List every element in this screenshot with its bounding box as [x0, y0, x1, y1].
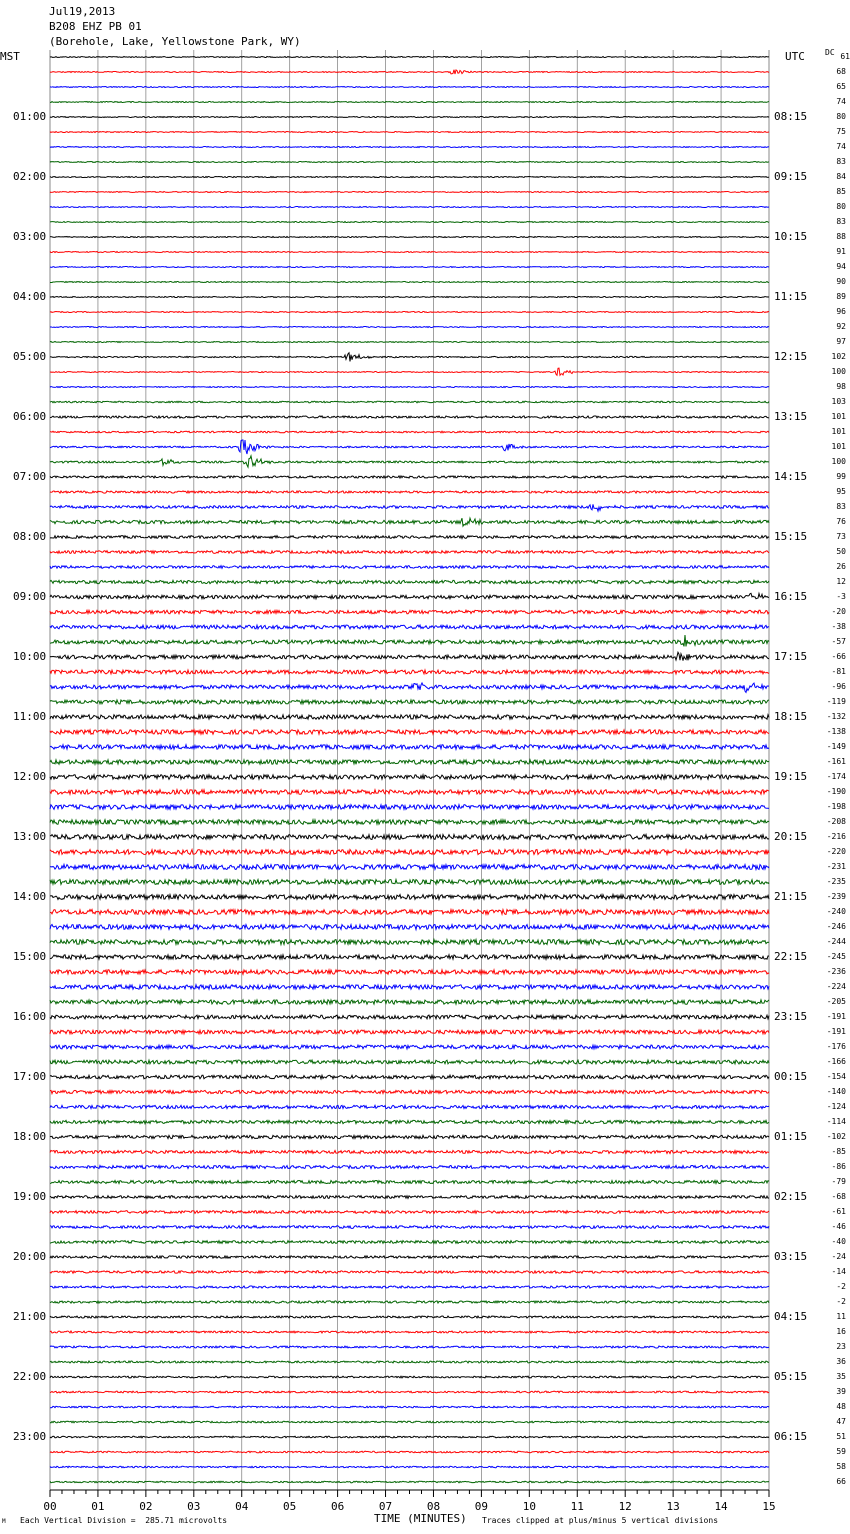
trace-2	[50, 87, 769, 88]
right-hour-label: 04:15	[774, 1310, 808, 1323]
clip-note: Traces clipped at plus/minus 5 vertical divisions	[482, 1516, 719, 1525]
trace-6	[50, 147, 769, 148]
dc-offset-label: 35	[836, 1372, 846, 1381]
dc-offset-label: 50	[836, 547, 846, 556]
dc-offset-label: -124	[826, 1102, 846, 1111]
trace-28	[50, 476, 769, 478]
left-hour-label: 22:00	[13, 1370, 47, 1383]
trace-39	[50, 635, 769, 646]
seismic-traces	[50, 57, 769, 1483]
x-tick-label: 04	[235, 1500, 249, 1513]
trace-86	[50, 1346, 769, 1348]
header-station: B208 EHZ PB 01	[49, 20, 142, 33]
dc-offset-label: -154	[826, 1072, 846, 1081]
trace-93	[50, 1451, 769, 1453]
trace-18	[50, 327, 769, 328]
trace-23	[50, 401, 769, 403]
trace-65	[50, 1030, 769, 1034]
dc-offset-label: 92	[836, 322, 846, 331]
dc-offset-label: 102	[831, 352, 846, 361]
dc-offset-label: 51	[836, 1432, 846, 1441]
trace-71	[50, 1120, 769, 1123]
dc-offset-label: 103	[831, 397, 846, 406]
dc-offset-label: -191	[826, 1027, 846, 1036]
dc-offset-label: -132	[826, 712, 846, 721]
trace-44	[50, 715, 769, 719]
dc-offset-label: 88	[836, 232, 846, 241]
right-hour-label: 18:15	[774, 710, 808, 723]
trace-94	[50, 1466, 769, 1468]
dc-offset-label: -102	[826, 1132, 846, 1141]
trace-89	[50, 1391, 769, 1393]
trace-91	[50, 1421, 769, 1423]
trace-29	[50, 491, 769, 493]
left-hour-label: 07:00	[13, 470, 47, 483]
trace-83	[50, 1301, 769, 1303]
dc-offset-label: 59	[836, 1447, 846, 1456]
x-tick-label: 15	[762, 1500, 776, 1513]
dc-offset-label: 100	[831, 367, 846, 376]
right-hour-label: 19:15	[774, 770, 808, 783]
dc-offset-label: -61	[831, 1207, 846, 1216]
trace-49	[50, 790, 769, 795]
trace-15	[50, 282, 769, 283]
left-hour-label: 01:00	[13, 110, 47, 123]
trace-70	[50, 1105, 769, 1108]
trace-57	[50, 910, 769, 915]
dc-offset-label: 58	[836, 1462, 846, 1471]
trace-74	[50, 1166, 769, 1169]
dc-offset-label: 96	[836, 307, 846, 316]
left-hour-label: 14:00	[13, 890, 47, 903]
left-hour-label: 13:00	[13, 830, 47, 843]
trace-27	[50, 456, 769, 467]
trace-11	[50, 222, 769, 223]
trace-54	[50, 865, 769, 870]
dc-offset-label: -68	[831, 1192, 846, 1201]
trace-90	[50, 1406, 769, 1408]
dc-offset-label: 23	[836, 1342, 846, 1351]
dc-offset-label: 47	[836, 1417, 846, 1426]
left-hour-label: 10:00	[13, 650, 47, 663]
scale-note: Each Vertical Division = 285.71 microvolts	[20, 1516, 228, 1525]
dc-offset-label: -216	[826, 832, 846, 841]
trace-12	[50, 237, 769, 238]
dc-offset-label: -236	[826, 967, 846, 976]
trace-73	[50, 1151, 769, 1154]
dc-offset-label: -46	[831, 1222, 846, 1231]
trace-77	[50, 1211, 769, 1214]
left-hour-label: 03:00	[13, 230, 47, 243]
trace-26	[50, 440, 769, 454]
dc-offset-label: -224	[826, 982, 846, 991]
dc-offset-label: 84	[836, 172, 846, 181]
x-tick-label: 10	[522, 1500, 536, 1513]
dc-offset-label: -81	[831, 667, 846, 676]
trace-14	[50, 267, 769, 268]
dc-offset-label: -3	[836, 592, 846, 601]
left-hour-label: 16:00	[13, 1010, 47, 1023]
dc-offset-label: 80	[836, 112, 846, 121]
dc-offset-label: 76	[836, 517, 846, 526]
x-tick-label: 01	[91, 1500, 105, 1513]
dc-offset-label: -40	[831, 1237, 846, 1246]
dc-offset-label: -244	[826, 937, 846, 946]
right-hour-label: 22:15	[774, 950, 808, 963]
trace-13	[50, 252, 769, 253]
x-tick-label: 08	[426, 1500, 441, 1513]
dc-offset-label: -198	[826, 802, 846, 811]
dc-offset-label: -231	[826, 862, 846, 871]
dc-offset-label: -114	[826, 1117, 846, 1126]
dc-offset-label: 101	[831, 412, 846, 421]
right-hour-label: 14:15	[774, 470, 808, 483]
trace-16	[50, 297, 769, 298]
trace-55	[50, 880, 769, 885]
trace-72	[50, 1135, 769, 1138]
trace-4	[50, 117, 769, 118]
dc-offset-label: -235	[826, 877, 846, 886]
trace-76	[50, 1196, 769, 1199]
dc-offset-label: -38	[831, 622, 846, 631]
dc-offset-label: 85	[836, 187, 846, 196]
trace-0	[50, 57, 769, 58]
dc-offset-label: 26	[836, 562, 846, 571]
x-tick-label: 14	[714, 1500, 728, 1513]
trace-95	[50, 1481, 769, 1483]
trace-47	[50, 760, 769, 764]
left-hour-label: 09:00	[13, 590, 47, 603]
x-tick-label: 02	[139, 1500, 153, 1513]
right-hour-label: 05:15	[774, 1370, 808, 1383]
dc-offset-label: -24	[831, 1252, 846, 1261]
dc-offset-label: -14	[831, 1267, 846, 1276]
header-location: (Borehole, Lake, Yellowstone Park, WY)	[49, 35, 301, 48]
right-hour-label: 15:15	[774, 530, 808, 543]
x-tick-label: 00	[43, 1500, 57, 1513]
left-hour-label: 21:00	[13, 1310, 47, 1323]
trace-56	[50, 895, 769, 900]
dc-offset-label: 83	[836, 502, 846, 511]
trace-19	[50, 342, 769, 343]
trace-21	[50, 368, 769, 375]
trace-33	[50, 551, 769, 554]
right-hour-label: 01:15	[774, 1130, 808, 1143]
trace-68	[50, 1075, 769, 1079]
x-tick-label: 11	[570, 1500, 584, 1513]
right-hour-label: 10:15	[774, 230, 808, 243]
trace-85	[50, 1331, 769, 1333]
trace-46	[50, 745, 769, 749]
dc-offset-label: -138	[826, 727, 846, 736]
dc-offset-label: 94	[836, 262, 846, 271]
trace-69	[50, 1090, 769, 1093]
dc-offset-label: -96	[831, 682, 846, 691]
trace-88	[50, 1376, 769, 1378]
trace-63	[50, 1000, 769, 1004]
dc-offset-label: 83	[836, 217, 846, 226]
dc-offset-label: 12	[836, 577, 846, 586]
dc-offset-label: -176	[826, 1042, 846, 1051]
dc-offset-label: -239	[826, 892, 846, 901]
trace-92	[50, 1436, 769, 1438]
dc-offset-label: 80	[836, 202, 846, 211]
right-hour-label: 08:15	[774, 110, 808, 123]
dc-offset-label: 36	[836, 1357, 846, 1366]
trace-37	[50, 610, 769, 614]
right-hour-label: 21:15	[774, 890, 808, 903]
trace-62	[50, 985, 769, 989]
trace-20	[50, 353, 769, 362]
left-hour-label: 06:00	[13, 410, 47, 423]
dc-offset-label: -246	[826, 922, 846, 931]
dc-offset-label: -245	[826, 952, 846, 961]
dc-offset-label: -174	[826, 772, 846, 781]
trace-22	[50, 387, 769, 388]
dc-offset-label: -140	[826, 1087, 846, 1096]
trace-38	[50, 625, 769, 629]
trace-5	[50, 132, 769, 133]
trace-35	[50, 580, 769, 583]
dc-offset-label: 101	[831, 427, 846, 436]
dc-offset-label: -191	[826, 1012, 846, 1021]
dc-offset-label: -166	[826, 1057, 846, 1066]
dc-offset-label: -149	[826, 742, 846, 751]
dc-offset-label: -240	[826, 907, 846, 916]
right-hour-label: 02:15	[774, 1190, 808, 1203]
left-hour-label: 17:00	[13, 1070, 47, 1083]
dc-offset-label: 74	[836, 142, 846, 151]
dc-offset-label: -86	[831, 1162, 846, 1171]
right-hour-label: 13:15	[774, 410, 808, 423]
left-hour-label: 02:00	[13, 170, 47, 183]
dc-offset-label: 74	[836, 97, 846, 106]
dc-offset-label: 90	[836, 277, 846, 286]
trace-9	[50, 192, 769, 193]
x-tick-label: 13	[666, 1500, 680, 1513]
trace-31	[50, 518, 769, 526]
trace-43	[50, 700, 769, 704]
trace-36	[50, 593, 769, 599]
dc-offset-label: -119	[826, 697, 846, 706]
x-axis	[43, 1490, 775, 1513]
header-date: Jul19,2013	[49, 5, 116, 18]
dc-offset-label: 91	[836, 247, 846, 256]
trace-3	[50, 102, 769, 103]
trace-82	[50, 1286, 769, 1288]
dc-offset-label: -161	[826, 757, 846, 766]
left-hour-label: 23:00	[13, 1430, 47, 1443]
trace-8	[50, 177, 769, 178]
trace-7	[50, 162, 769, 163]
x-axis-title: TIME (MINUTES)	[374, 1512, 467, 1525]
dc-offset-label: 16	[836, 1327, 846, 1336]
dc-offset-label: 101	[831, 442, 846, 451]
dc-offset-label: 73	[836, 532, 846, 541]
dc-offset-label: 39	[836, 1387, 846, 1396]
trace-52	[50, 835, 769, 840]
trace-87	[50, 1361, 769, 1363]
dc-offset-label: 83	[836, 157, 846, 166]
x-tick-label: 06	[330, 1500, 345, 1513]
dc-offset-label: 100	[831, 457, 846, 466]
grid-lines	[50, 50, 769, 1490]
right-hour-label: 23:15	[774, 1010, 808, 1023]
dc-offset-label: 97	[836, 337, 846, 346]
trace-30	[50, 504, 769, 511]
left-hour-label: 05:00	[13, 350, 47, 363]
right-hour-label: 16:15	[774, 590, 808, 603]
trace-84	[50, 1316, 769, 1318]
right-hour-label: 20:15	[774, 830, 808, 843]
dc-offset-label: 89	[836, 292, 846, 301]
dc-offset-label: 11	[836, 1312, 846, 1321]
right-hour-label: 03:15	[774, 1250, 808, 1263]
right-hour-label: 11:15	[774, 290, 808, 303]
x-tick-label: 09	[474, 1500, 489, 1513]
trace-41	[50, 670, 769, 674]
trace-1	[50, 70, 769, 74]
dc-label: DC	[825, 48, 835, 57]
trace-17	[50, 312, 769, 313]
dc-offset-label: -2	[836, 1297, 846, 1306]
dc-offset-label: 98	[836, 382, 846, 391]
dc-offset-label: 99	[836, 472, 846, 481]
trace-78	[50, 1226, 769, 1229]
dc-offset-label: -2	[836, 1282, 846, 1291]
trace-80	[50, 1256, 769, 1258]
x-tick-label: 12	[618, 1500, 632, 1513]
trace-51	[50, 820, 769, 825]
corner-mark: M	[2, 1518, 6, 1525]
trace-64	[50, 1015, 769, 1019]
dc-offset-label: 75	[836, 127, 846, 136]
dc-offset-label: 65	[836, 82, 846, 91]
trace-34	[50, 566, 769, 569]
dc-offset-label: 61	[840, 52, 850, 61]
trace-50	[50, 805, 769, 810]
trace-60	[50, 955, 769, 959]
dc-offset-label: -205	[826, 997, 846, 1006]
x-tick-label: 05	[283, 1500, 297, 1513]
trace-58	[50, 925, 769, 930]
dc-offset-label: -190	[826, 787, 846, 796]
left-hour-label: 18:00	[13, 1130, 47, 1143]
x-tick-label: 03	[187, 1500, 201, 1513]
dc-offset-label: 66	[836, 1477, 846, 1486]
left-hour-label: 15:00	[13, 950, 47, 963]
right-hour-label: 06:15	[774, 1430, 808, 1443]
trace-25	[50, 431, 769, 433]
trace-67	[50, 1060, 769, 1064]
dc-offset-label: 95	[836, 487, 846, 496]
trace-45	[50, 730, 769, 734]
right-hour-label: 17:15	[774, 650, 808, 663]
dc-offset-label: -20	[831, 607, 846, 616]
left-hour-label: 04:00	[13, 290, 47, 303]
left-hour-label: 12:00	[13, 770, 47, 783]
dc-offset-label: -208	[826, 817, 846, 826]
trace-48	[50, 775, 769, 780]
trace-81	[50, 1271, 769, 1273]
trace-40	[50, 652, 769, 660]
trace-24	[50, 416, 769, 418]
left-hour-label: 20:00	[13, 1250, 47, 1263]
trace-66	[50, 1045, 769, 1049]
left-hour-label: 11:00	[13, 710, 47, 723]
left-timezone-label: MST	[0, 50, 20, 63]
trace-53	[50, 850, 769, 855]
dc-offset-label: -66	[831, 652, 846, 661]
trace-10	[50, 207, 769, 208]
trace-61	[50, 970, 769, 974]
trace-75	[50, 1181, 769, 1184]
right-timezone-label: UTC	[785, 50, 805, 63]
dc-offset-label: -85	[831, 1147, 846, 1156]
dc-offset-label: 68	[836, 67, 846, 76]
trace-42	[50, 683, 769, 693]
right-hour-label: 09:15	[774, 170, 808, 183]
dc-offset-label: -57	[831, 637, 846, 646]
trace-59	[50, 940, 769, 945]
trace-79	[50, 1241, 769, 1244]
dc-offset-label: -79	[831, 1177, 846, 1186]
left-hour-label: 19:00	[13, 1190, 47, 1203]
right-hour-label: 12:15	[774, 350, 808, 363]
x-tick-label: 07	[378, 1500, 393, 1513]
dc-offset-label: -220	[826, 847, 846, 856]
trace-32	[50, 536, 769, 539]
right-hour-label: 00:15	[774, 1070, 808, 1083]
dc-offset-label: 48	[836, 1402, 846, 1411]
left-hour-label: 08:00	[13, 530, 47, 543]
